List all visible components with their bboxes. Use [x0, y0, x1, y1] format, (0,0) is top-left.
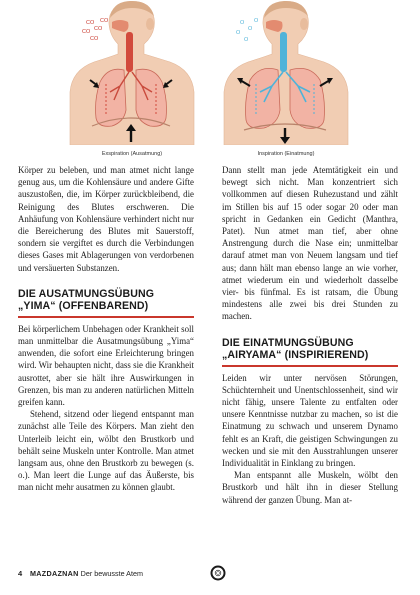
sun-emblem-icon: [210, 565, 226, 581]
airyama-heading-line2: „AIRYAMA“ (INSPIRIEREND): [222, 349, 369, 362]
section-divider: [18, 316, 194, 318]
yima-heading: [18, 288, 194, 313]
body-paragraph: Bei körperlichem Unbehagen oder Krankheit soll man unmittelbar die Ausatmungsübung „Yima“ anwenden, die sofort eine Erleichterung bringen wird. Wir behaupten nicht, dass sie die Krankheit ausrottet, aber sie hält ihre Auswirkungen in Grenzen, bis man zu anderen natürlichen Mitteln greifen kann.: [18, 323, 194, 408]
section-divider: [222, 365, 398, 367]
brand-name: MAZDAZNAN: [30, 569, 79, 578]
inhalation-illustration: [216, 0, 356, 145]
body-paragraph: Stehend, sitzend oder liegend entspannt man zunächst alle Teile des Körpers. Man zieht den Unterleib leicht ein, wölbt den Brustkorb und behält seine Muskeln unter Kontrolle. Man atmet langsam aus, ohne den Brustkorb zu bewegen (s. o.). Man leert die Lunge auf das Äußerste, bis man nicht mehr ausatmen zu können glaubt.: [18, 409, 194, 493]
body-paragraph: Man entspannt alle Muskeln, wölbt den Brustkorb und hält ihn in dieser Stellung während der ganzen Übung. Man at-: [222, 470, 398, 505]
book-subtitle: Der bewusste Atem: [80, 569, 143, 578]
co2-label: CO: [94, 26, 103, 32]
airyama-heading: [222, 337, 398, 362]
left-column: [18, 164, 194, 494]
yima-heading-line1: DIE AUSATMUNGSÜBUNG: [18, 287, 155, 300]
airyama-heading-line1: DIE EINATMUNGSÜBUNG: [222, 336, 354, 349]
right-column: [222, 164, 398, 506]
page-footer: [18, 567, 402, 583]
exhalation-illustration: [62, 0, 202, 145]
yima-heading-line2: „YIMA“ (OFFENBAREND): [18, 300, 149, 313]
o2-label: O: [244, 37, 249, 43]
o2-label: O: [240, 20, 245, 26]
exhalation-caption: Exspiration (Ausatmung): [101, 151, 163, 157]
co2-label: CO: [86, 20, 95, 26]
co2-label: CO: [90, 36, 99, 42]
co2-label: CO: [100, 18, 109, 24]
running-title: [30, 569, 143, 578]
inhalation-caption: Inspiration (Einatmung): [257, 151, 315, 157]
body-paragraph: Dann stellt man jede Atemtätigkeit ein und bewegt sich nicht. Man konzentriert sich vollkommen auf diesen Ruhezustand und zählt im Stillen bis auf 15 oder sogar 20 oder man spricht in Gedanken ein Gedicht (Manthra, Patet). Nun atmet man tief, aber ohne Anstrengung durch die Nase ein; unmittelbar darauf atmet man von Neuem langsam und tief aus; dann hält man ebenso lange an wie vorher, atmet wiederum ein und wiederholt dasselbe vier- bis fünfmal. Es ist ratsam, die Übung mindestens alle zwei bis drei Stunden zu machen.: [222, 165, 398, 322]
intro-paragraph: Körper zu beleben, und man atmet nicht lange genug aus, um die Kohlensäure und andere Gifte auszustoßen, die, im Körper zurückbleibend, die Reinigung des Blutes erschweren. Die Anhäufung von Kohlensäure verhindert nicht nur die Bereicherung des Blutes mit Sauerstoff, sondern sie vergiftet es durch die Verbindungen dieses Gases mit Ablagerungen von verdorbenen und versäuerten Substanzen.: [18, 165, 194, 273]
o2-label: O: [236, 30, 241, 36]
body-paragraph: Leiden wir unter nervösen Störungen, Schüchternheit und Unentschlossenheit, sind wir nicht fähig, unsere Talente zu entfalten oder unsere Kenntnisse nutzbar zu machen, so ist die Einatmung zu schwach und unserem Dynamo fehlt es an Kraft, die geistigen Schwingungen zu wecken und sie mit den Ausstrahlungen unserer Individualität in Einklang zu bringen.: [222, 372, 398, 469]
o2-label: O: [254, 18, 259, 24]
o2-label: O: [248, 26, 253, 32]
page-number: 4: [18, 569, 23, 578]
co2-label: CO: [82, 29, 91, 35]
